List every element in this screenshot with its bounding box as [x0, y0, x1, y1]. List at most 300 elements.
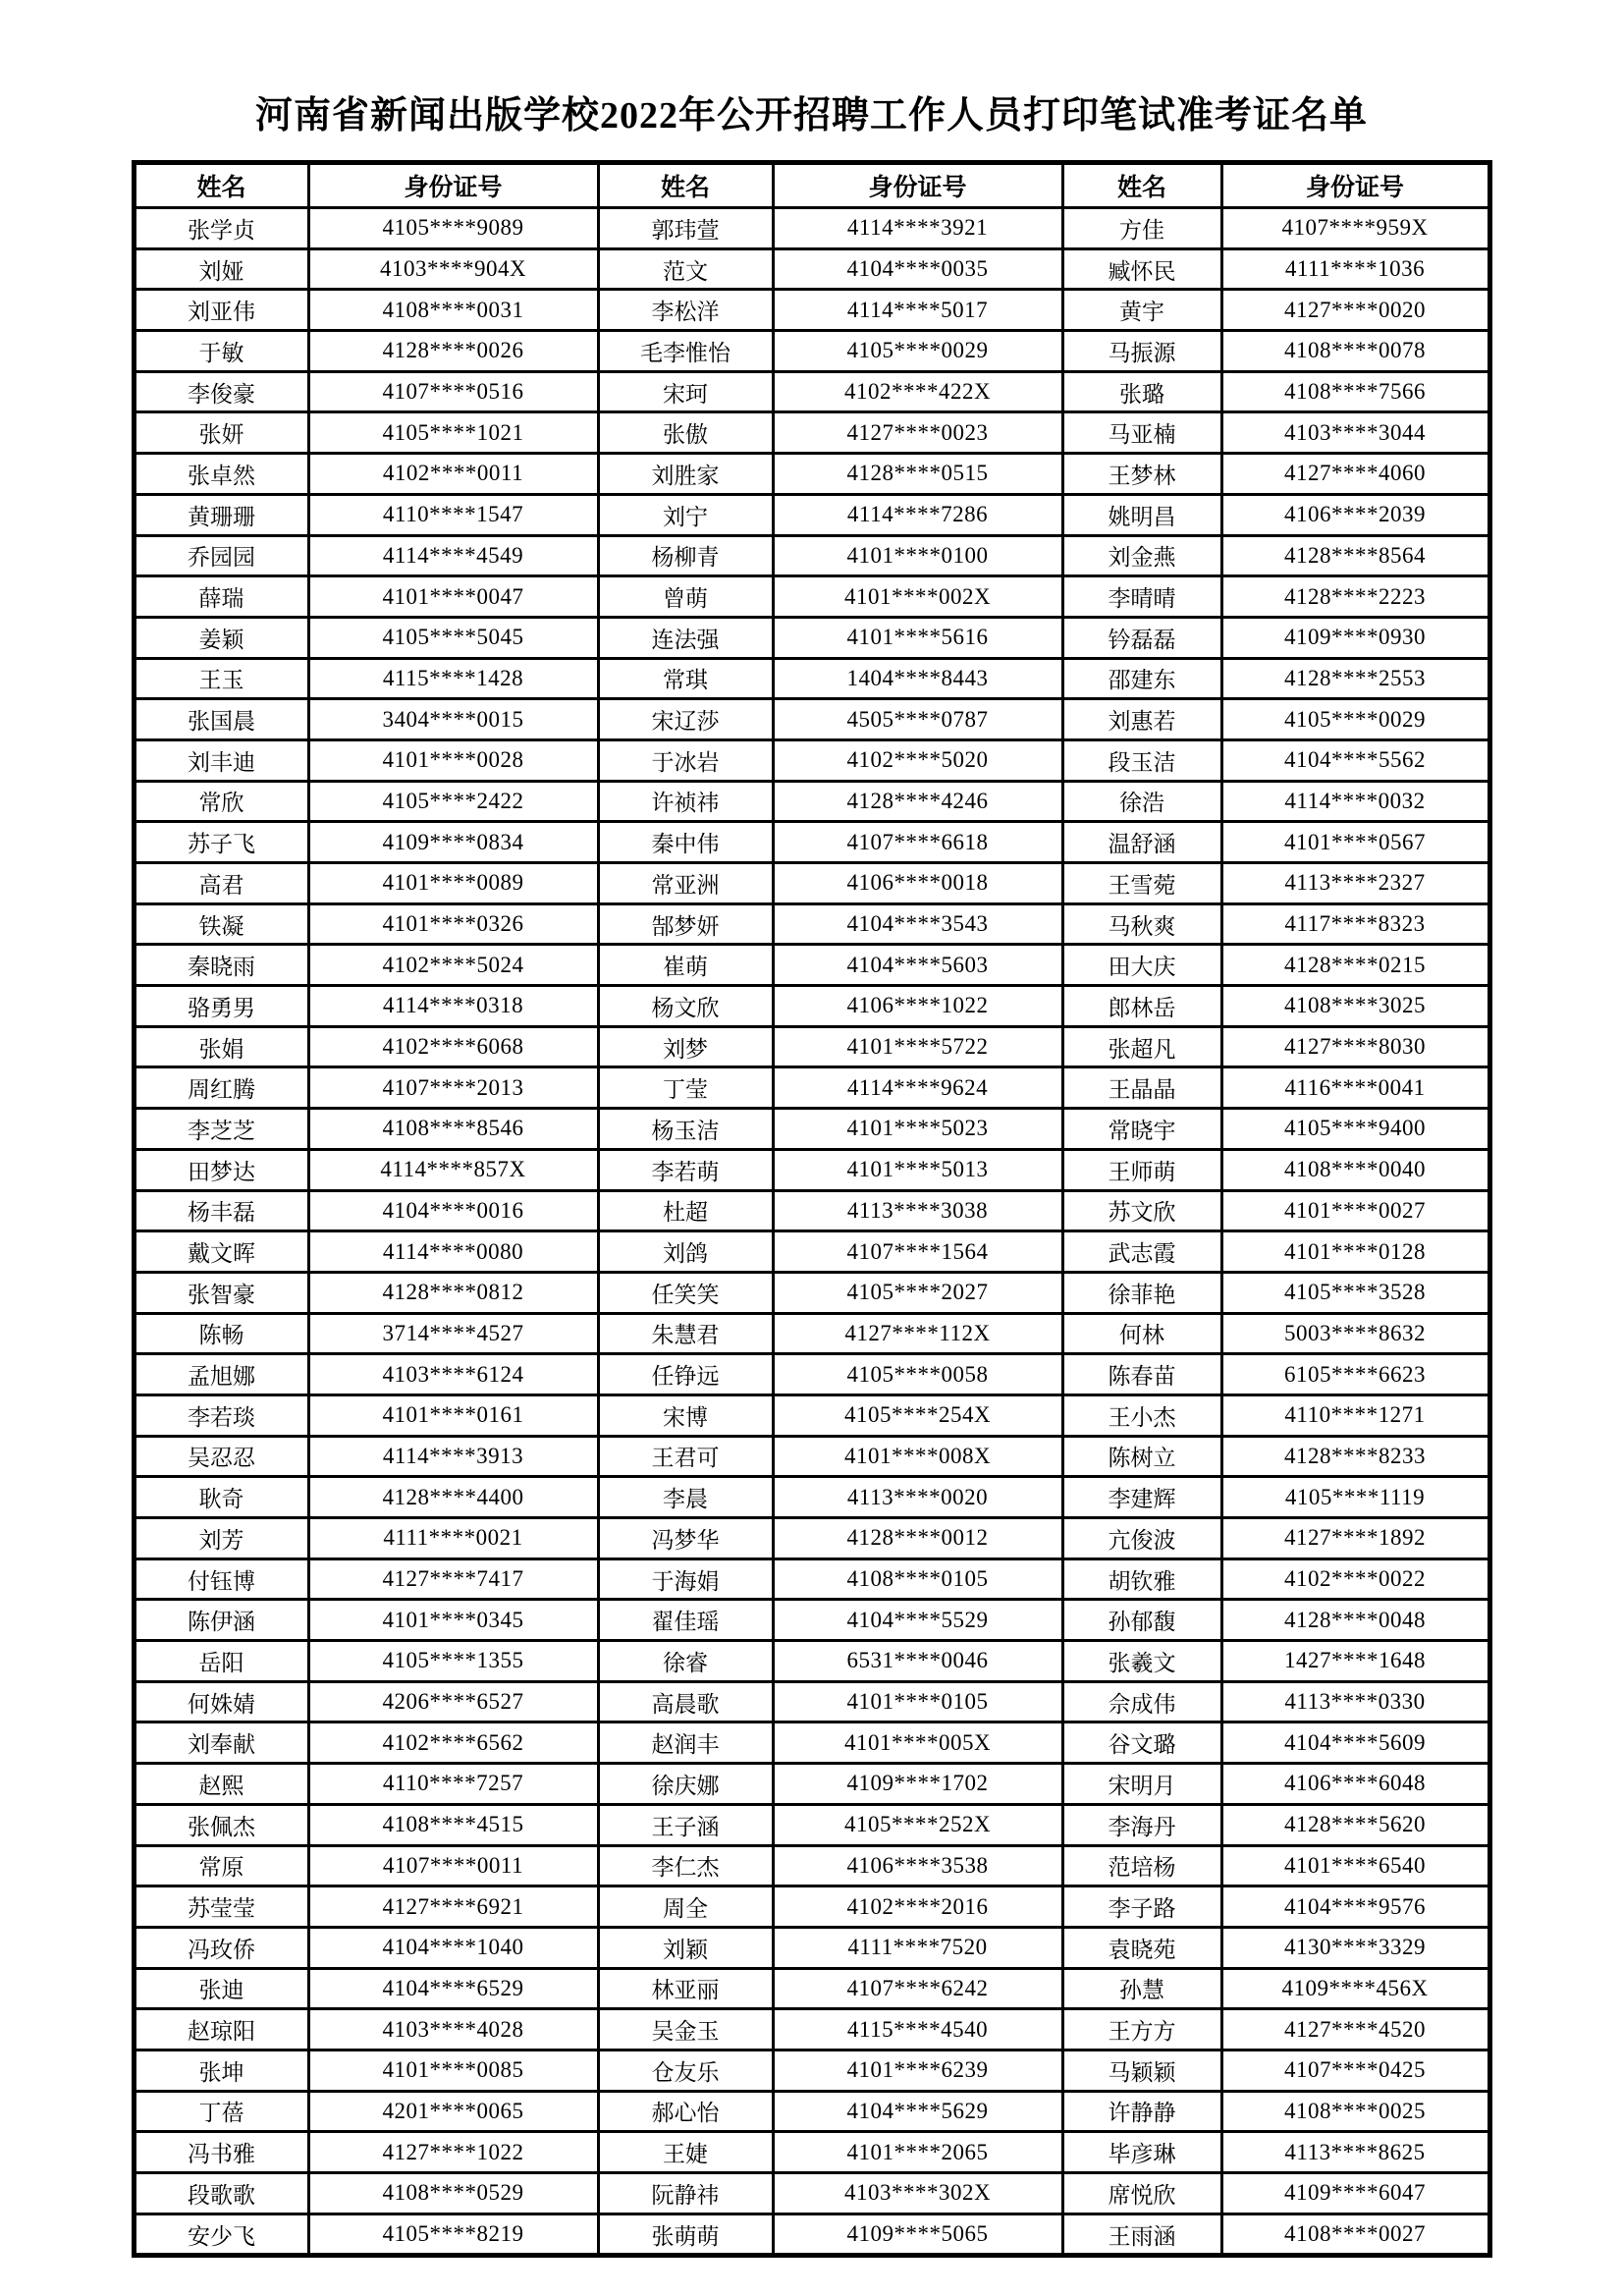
name-cell: 连法强: [598, 617, 773, 658]
table-row: [134, 986, 1489, 1027]
id-cell: 4113****2327: [1221, 863, 1489, 904]
table-row: [134, 658, 1489, 699]
id-cell: 4101****002X: [773, 576, 1062, 618]
column-header-name-2: 姓名: [598, 163, 773, 208]
id-cell: 4105****8219: [308, 2214, 598, 2256]
id-cell: 4101****5722: [773, 1026, 1062, 1067]
name-cell: 宋珂: [598, 371, 773, 412]
id-cell: 4108****0027: [1221, 2214, 1489, 2256]
table-row: [134, 1600, 1489, 1641]
table-row: [134, 699, 1489, 740]
name-cell: 张坤: [134, 2050, 308, 2091]
id-cell: 4102****5024: [308, 945, 598, 986]
id-cell: 4101****5616: [773, 617, 1062, 658]
name-cell: 宋明月: [1062, 1764, 1221, 1805]
column-header-id-3: 身份证号: [1221, 163, 1489, 208]
table-row: [134, 1272, 1489, 1313]
name-cell: 秦晓雨: [134, 945, 308, 986]
name-cell: 袁晓苑: [1062, 1927, 1221, 1968]
table-row: [134, 2214, 1489, 2256]
name-cell: 范培杨: [1062, 1845, 1221, 1886]
table-row: [134, 1067, 1489, 1109]
id-cell: 4106****0018: [773, 863, 1062, 904]
table-row: [134, 945, 1489, 986]
id-cell: 4127****0023: [773, 412, 1062, 454]
name-cell: 阮静祎: [598, 2173, 773, 2214]
name-cell: 马秋爽: [1062, 903, 1221, 945]
name-cell: 方佳: [1062, 208, 1221, 249]
name-cell: 徐菲艳: [1062, 1272, 1221, 1313]
id-cell: 4101****0567: [1221, 822, 1489, 863]
id-cell: 4128****8564: [1221, 535, 1489, 576]
name-cell: 王晶晶: [1062, 1067, 1221, 1109]
id-cell: 4102****2016: [773, 1886, 1062, 1928]
name-cell: 田大庆: [1062, 945, 1221, 986]
name-cell: 吴金玉: [598, 2009, 773, 2050]
name-cell: 陈畅: [134, 1313, 308, 1354]
id-cell: 4128****0026: [308, 331, 598, 372]
id-cell: 4128****2553: [1221, 658, 1489, 699]
id-cell: 1404****8443: [773, 658, 1062, 699]
id-cell: 4108****0105: [773, 1558, 1062, 1600]
name-cell: 朱慧君: [598, 1313, 773, 1354]
name-cell: 李晴晴: [1062, 576, 1221, 618]
id-cell: 4110****1547: [308, 494, 598, 535]
name-cell: 张璐: [1062, 371, 1221, 412]
id-cell: 4109****6047: [1221, 2173, 1489, 2214]
table-row: [134, 412, 1489, 454]
name-cell: 戴文晖: [134, 1231, 308, 1273]
name-cell: 臧怀民: [1062, 248, 1221, 290]
table-row: [134, 2173, 1489, 2214]
name-cell: 亢俊波: [1062, 1518, 1221, 1559]
name-cell: 刘芳: [134, 1518, 308, 1559]
name-cell: 骆勇男: [134, 986, 308, 1027]
id-cell: 4128****0812: [308, 1272, 598, 1313]
name-cell: 段歌歌: [134, 2173, 308, 2214]
id-cell: 4108****0078: [1221, 331, 1489, 372]
name-cell: 张学贞: [134, 208, 308, 249]
table-row: [134, 2132, 1489, 2173]
id-cell: 4105****3528: [1221, 1272, 1489, 1313]
name-cell: 温舒涵: [1062, 822, 1221, 863]
id-cell: 4105****0029: [1221, 699, 1489, 740]
name-cell: 常原: [134, 1845, 308, 1886]
name-cell: 张智豪: [134, 1272, 308, 1313]
table-row: [134, 1231, 1489, 1273]
name-cell: 周红腾: [134, 1067, 308, 1109]
id-cell: 4108****0529: [308, 2173, 598, 2214]
id-cell: 4109****0930: [1221, 617, 1489, 658]
name-cell: 常亚洲: [598, 863, 773, 904]
name-cell: 王玉: [134, 658, 308, 699]
id-cell: 4128****4400: [308, 1477, 598, 1518]
table-row: [134, 1927, 1489, 1968]
id-cell: 4101****008X: [773, 1436, 1062, 1477]
id-cell: 4128****0215: [1221, 945, 1489, 986]
column-header-name-1: 姓名: [134, 163, 308, 208]
id-cell: 4128****5620: [1221, 1804, 1489, 1845]
name-cell: 徐睿: [598, 1641, 773, 1682]
id-cell: 4101****0027: [1221, 1190, 1489, 1231]
id-cell: 4106****1022: [773, 986, 1062, 1027]
id-cell: 4105****252X: [773, 1804, 1062, 1845]
name-cell: 徐庆娜: [598, 1764, 773, 1805]
name-cell: 任铮远: [598, 1354, 773, 1395]
name-cell: 王梦林: [1062, 454, 1221, 495]
id-cell: 4101****0047: [308, 576, 598, 618]
name-cell: 宋博: [598, 1394, 773, 1436]
name-cell: 安少飞: [134, 2214, 308, 2256]
name-cell: 黄珊珊: [134, 494, 308, 535]
name-cell: 王方方: [1062, 2009, 1221, 2050]
name-cell: 崔萌: [598, 945, 773, 986]
table-row: [134, 2050, 1489, 2091]
name-cell: 付钰博: [134, 1558, 308, 1600]
name-cell: 高晨歌: [598, 1681, 773, 1722]
name-cell: 段玉洁: [1062, 739, 1221, 781]
id-cell: 4116****0041: [1221, 1067, 1489, 1109]
id-cell: 4109****5065: [773, 2214, 1062, 2256]
name-cell: 林亚丽: [598, 1968, 773, 2009]
table-row: [134, 1313, 1489, 1354]
name-cell: 丁蓓: [134, 2091, 308, 2132]
name-cell: 于海娟: [598, 1558, 773, 1600]
id-cell: 4206****6527: [308, 1681, 598, 1722]
name-cell: 谷文璐: [1062, 1722, 1221, 1764]
id-cell: 4101****005X: [773, 1722, 1062, 1764]
id-cell: 5003****8632: [1221, 1313, 1489, 1354]
name-cell: 陈伊涵: [134, 1600, 308, 1641]
name-cell: 毛李惟怡: [598, 331, 773, 372]
id-cell: 4108****4515: [308, 1804, 598, 1845]
name-cell: 钤磊磊: [1062, 617, 1221, 658]
id-cell: 4101****5013: [773, 1149, 1062, 1190]
table-row: [134, 739, 1489, 781]
id-cell: 4103****4028: [308, 2009, 598, 2050]
id-cell: 4103****6124: [308, 1354, 598, 1395]
id-cell: 4114****5017: [773, 290, 1062, 331]
name-cell: 邵建东: [1062, 658, 1221, 699]
id-cell: 4114****0032: [1221, 781, 1489, 822]
name-cell: 张羲文: [1062, 1641, 1221, 1682]
name-cell: 赵琼阳: [134, 2009, 308, 2050]
name-cell: 乔园园: [134, 535, 308, 576]
table-row: [134, 290, 1489, 331]
id-cell: 4107****0516: [308, 371, 598, 412]
name-cell: 周全: [598, 1886, 773, 1928]
id-cell: 4101****5023: [773, 1109, 1062, 1150]
table-row: [134, 1804, 1489, 1845]
name-cell: 冯梦华: [598, 1518, 773, 1559]
id-cell: 3714****4527: [308, 1313, 598, 1354]
id-cell: 4127****112X: [773, 1313, 1062, 1354]
id-cell: 4107****0011: [308, 1845, 598, 1886]
name-cell: 胡钦雅: [1062, 1558, 1221, 1600]
name-cell: 范文: [598, 248, 773, 290]
header-row: [134, 163, 1489, 208]
table-row: [134, 1354, 1489, 1395]
name-cell: 苏莹莹: [134, 1886, 308, 1928]
id-cell: 4106****2039: [1221, 494, 1489, 535]
id-cell: 4110****7257: [308, 1764, 598, 1805]
name-cell: 常琪: [598, 658, 773, 699]
id-cell: 4104****9576: [1221, 1886, 1489, 1928]
id-cell: 4101****0326: [308, 903, 598, 945]
name-cell: 姜颖: [134, 617, 308, 658]
id-cell: 4128****8233: [1221, 1436, 1489, 1477]
table-row: [134, 1190, 1489, 1231]
id-cell: 4101****0028: [308, 739, 598, 781]
id-cell: 4105****5045: [308, 617, 598, 658]
name-cell: 曾萌: [598, 576, 773, 618]
id-cell: 4114****3921: [773, 208, 1062, 249]
name-cell: 李芝芝: [134, 1109, 308, 1150]
table-row: [134, 2009, 1489, 2050]
name-cell: 张迪: [134, 1968, 308, 2009]
name-cell: 杨丰磊: [134, 1190, 308, 1231]
name-cell: 刘惠若: [1062, 699, 1221, 740]
id-cell: 4103****3044: [1221, 412, 1489, 454]
name-cell: 马振源: [1062, 331, 1221, 372]
id-cell: 4102****5020: [773, 739, 1062, 781]
id-cell: 4127****1022: [308, 2132, 598, 2173]
id-cell: 4104****0016: [308, 1190, 598, 1231]
name-cell: 田梦达: [134, 1149, 308, 1190]
id-cell: 4107****0425: [1221, 2050, 1489, 2091]
table-row: [134, 1886, 1489, 1928]
name-cell: 薛瑞: [134, 576, 308, 618]
name-cell: 马颖颖: [1062, 2050, 1221, 2091]
name-cell: 杨玉洁: [598, 1109, 773, 1150]
id-cell: 4128****0515: [773, 454, 1062, 495]
table-row: [134, 331, 1489, 372]
id-cell: 4105****9400: [1221, 1109, 1489, 1150]
name-cell: 刘亚伟: [134, 290, 308, 331]
table-row: [134, 1681, 1489, 1722]
name-cell: 马亚楠: [1062, 412, 1221, 454]
id-cell: 4103****904X: [308, 248, 598, 290]
id-cell: 4128****2223: [1221, 576, 1489, 618]
id-cell: 4104****5562: [1221, 739, 1489, 781]
name-cell: 赵润丰: [598, 1722, 773, 1764]
table-row: [134, 208, 1489, 249]
name-cell: 苏子飞: [134, 822, 308, 863]
table-row: [134, 454, 1489, 495]
id-cell: 4127****7417: [308, 1558, 598, 1600]
id-cell: 4127****4060: [1221, 454, 1489, 495]
id-cell: 4114****9624: [773, 1067, 1062, 1109]
table-row: [134, 781, 1489, 822]
id-cell: 4104****5629: [773, 2091, 1062, 2132]
id-cell: 4101****0085: [308, 2050, 598, 2091]
table-row: [134, 903, 1489, 945]
name-cell: 郎林岳: [1062, 986, 1221, 1027]
name-cell: 王雪菀: [1062, 863, 1221, 904]
name-cell: 于冰岩: [598, 739, 773, 781]
name-cell: 刘丰迪: [134, 739, 308, 781]
name-cell: 孙郁馥: [1062, 1600, 1221, 1641]
column-header-id-1: 身份证号: [308, 163, 598, 208]
id-cell: 4105****0029: [773, 331, 1062, 372]
name-cell: 张佩杰: [134, 1804, 308, 1845]
id-cell: 4505****0787: [773, 699, 1062, 740]
name-cell: 郝心怡: [598, 2091, 773, 2132]
id-cell: 4113****0020: [773, 1477, 1062, 1518]
name-cell: 孟旭娜: [134, 1354, 308, 1395]
id-cell: 4128****0012: [773, 1518, 1062, 1559]
id-cell: 4108****7566: [1221, 371, 1489, 412]
id-cell: 4105****254X: [773, 1394, 1062, 1436]
id-cell: 4107****6242: [773, 1968, 1062, 2009]
name-cell: 郭玮萱: [598, 208, 773, 249]
name-cell: 杜超: [598, 1190, 773, 1231]
id-cell: 4111****7520: [773, 1927, 1062, 1968]
id-cell: 4110****1271: [1221, 1394, 1489, 1436]
name-cell: 徐浩: [1062, 781, 1221, 822]
id-cell: 4103****302X: [773, 2173, 1062, 2214]
table-row: [134, 822, 1489, 863]
id-cell: 4106****3538: [773, 1845, 1062, 1886]
id-cell: 1427****1648: [1221, 1641, 1489, 1682]
name-cell: 王君可: [598, 1436, 773, 1477]
name-cell: 陈树立: [1062, 1436, 1221, 1477]
column-header-id-2: 身份证号: [773, 163, 1062, 208]
id-cell: 4130****3329: [1221, 1927, 1489, 1968]
table-row: [134, 1518, 1489, 1559]
table-row: [134, 1477, 1489, 1518]
name-cell: 刘颖: [598, 1927, 773, 1968]
name-cell: 刘宁: [598, 494, 773, 535]
id-cell: 4101****0161: [308, 1394, 598, 1436]
name-cell: 许静静: [1062, 2091, 1221, 2132]
table-row: [134, 248, 1489, 290]
name-cell: 苏文欣: [1062, 1190, 1221, 1231]
id-cell: 4101****6540: [1221, 1845, 1489, 1886]
name-cell: 秦中伟: [598, 822, 773, 863]
name-cell: 杨文欣: [598, 986, 773, 1027]
name-cell: 王小杰: [1062, 1394, 1221, 1436]
name-cell: 赵熙: [134, 1764, 308, 1805]
table-row: [134, 494, 1489, 535]
name-cell: 李若琰: [134, 1394, 308, 1436]
id-cell: 4113****3038: [773, 1190, 1062, 1231]
id-cell: 4101****2065: [773, 2132, 1062, 2173]
name-cell: 铁凝: [134, 903, 308, 945]
table-row: [134, 1968, 1489, 2009]
name-cell: 岳阳: [134, 1641, 308, 1682]
id-cell: 4104****5609: [1221, 1722, 1489, 1764]
id-cell: 4101****0100: [773, 535, 1062, 576]
id-cell: 4108****8546: [308, 1109, 598, 1150]
table-row: [134, 1149, 1489, 1190]
name-cell: 张娟: [134, 1026, 308, 1067]
id-cell: 4111****1036: [1221, 248, 1489, 290]
table-row: [134, 1845, 1489, 1886]
id-cell: 4127****8030: [1221, 1026, 1489, 1067]
id-cell: 4111****0021: [308, 1518, 598, 1559]
id-cell: 4108****0025: [1221, 2091, 1489, 2132]
id-cell: 4113****0330: [1221, 1681, 1489, 1722]
table-row: [134, 617, 1489, 658]
table-row: [134, 863, 1489, 904]
name-cell: 李建辉: [1062, 1477, 1221, 1518]
id-cell: 4113****8625: [1221, 2132, 1489, 2173]
table-body: [134, 208, 1489, 2256]
id-cell: 6531****0046: [773, 1641, 1062, 1682]
id-cell: 4114****7286: [773, 494, 1062, 535]
name-cell: 王子涵: [598, 1804, 773, 1845]
name-cell: 刘金燕: [1062, 535, 1221, 576]
page-title: 河南省新闻出版学校2022年公开招聘工作人员打印笔试准考证名单: [254, 95, 1368, 137]
name-cell: 李海丹: [1062, 1804, 1221, 1845]
id-cell: 4105****0058: [773, 1354, 1062, 1395]
id-cell: 4101****0105: [773, 1681, 1062, 1722]
id-cell: 3404****0015: [308, 699, 598, 740]
id-cell: 4107****6618: [773, 822, 1062, 863]
id-cell: 4115****1428: [308, 658, 598, 699]
id-cell: 4128****4246: [773, 781, 1062, 822]
id-cell: 4128****0048: [1221, 1600, 1489, 1641]
table-row: [134, 1722, 1489, 1764]
id-cell: 4102****422X: [773, 371, 1062, 412]
id-cell: 4101****0345: [308, 1600, 598, 1641]
id-cell: 4106****6048: [1221, 1764, 1489, 1805]
name-cell: 张妍: [134, 412, 308, 454]
name-cell: 李子路: [1062, 1886, 1221, 1928]
id-cell: 4114****0080: [308, 1231, 598, 1273]
id-cell: 4104****6529: [308, 1968, 598, 2009]
id-cell: 4105****1119: [1221, 1477, 1489, 1518]
name-cell: 仓友乐: [598, 2050, 773, 2091]
id-cell: 4201****0065: [308, 2091, 598, 2132]
name-cell: 李若萌: [598, 1149, 773, 1190]
id-cell: 4104****0035: [773, 248, 1062, 290]
name-cell: 常欣: [134, 781, 308, 822]
name-cell: 王师萌: [1062, 1149, 1221, 1190]
id-cell: 4104****5529: [773, 1600, 1062, 1641]
id-cell: 4105****2422: [308, 781, 598, 822]
name-cell: 任笑笑: [598, 1272, 773, 1313]
name-cell: 李仁杰: [598, 1845, 773, 1886]
id-cell: 4114****857X: [308, 1149, 598, 1190]
id-cell: 4108****0031: [308, 290, 598, 331]
name-cell: 刘娅: [134, 248, 308, 290]
id-cell: 4127****4520: [1221, 2009, 1489, 2050]
table-row: [134, 1558, 1489, 1600]
id-cell: 4109****456X: [1221, 1968, 1489, 2009]
name-cell: 王雨涵: [1062, 2214, 1221, 2256]
id-cell: 4102****6068: [308, 1026, 598, 1067]
name-cell: 宋辽莎: [598, 699, 773, 740]
id-cell: 4104****3543: [773, 903, 1062, 945]
name-cell: 于敏: [134, 331, 308, 372]
name-cell: 冯玫侨: [134, 1927, 308, 1968]
id-cell: 4107****959X: [1221, 208, 1489, 249]
id-cell: 4101****0089: [308, 863, 598, 904]
name-cell: 黄宇: [1062, 290, 1221, 331]
id-cell: 4104****5603: [773, 945, 1062, 986]
name-cell: 李俊豪: [134, 371, 308, 412]
id-cell: 4117****8323: [1221, 903, 1489, 945]
id-cell: 4114****4549: [308, 535, 598, 576]
name-cell: 张萌萌: [598, 2214, 773, 2256]
table-row: [134, 1436, 1489, 1477]
id-cell: 4114****0318: [308, 986, 598, 1027]
name-cell: 张卓然: [134, 454, 308, 495]
table-row: [134, 535, 1489, 576]
name-cell: 孙慧: [1062, 1968, 1221, 2009]
